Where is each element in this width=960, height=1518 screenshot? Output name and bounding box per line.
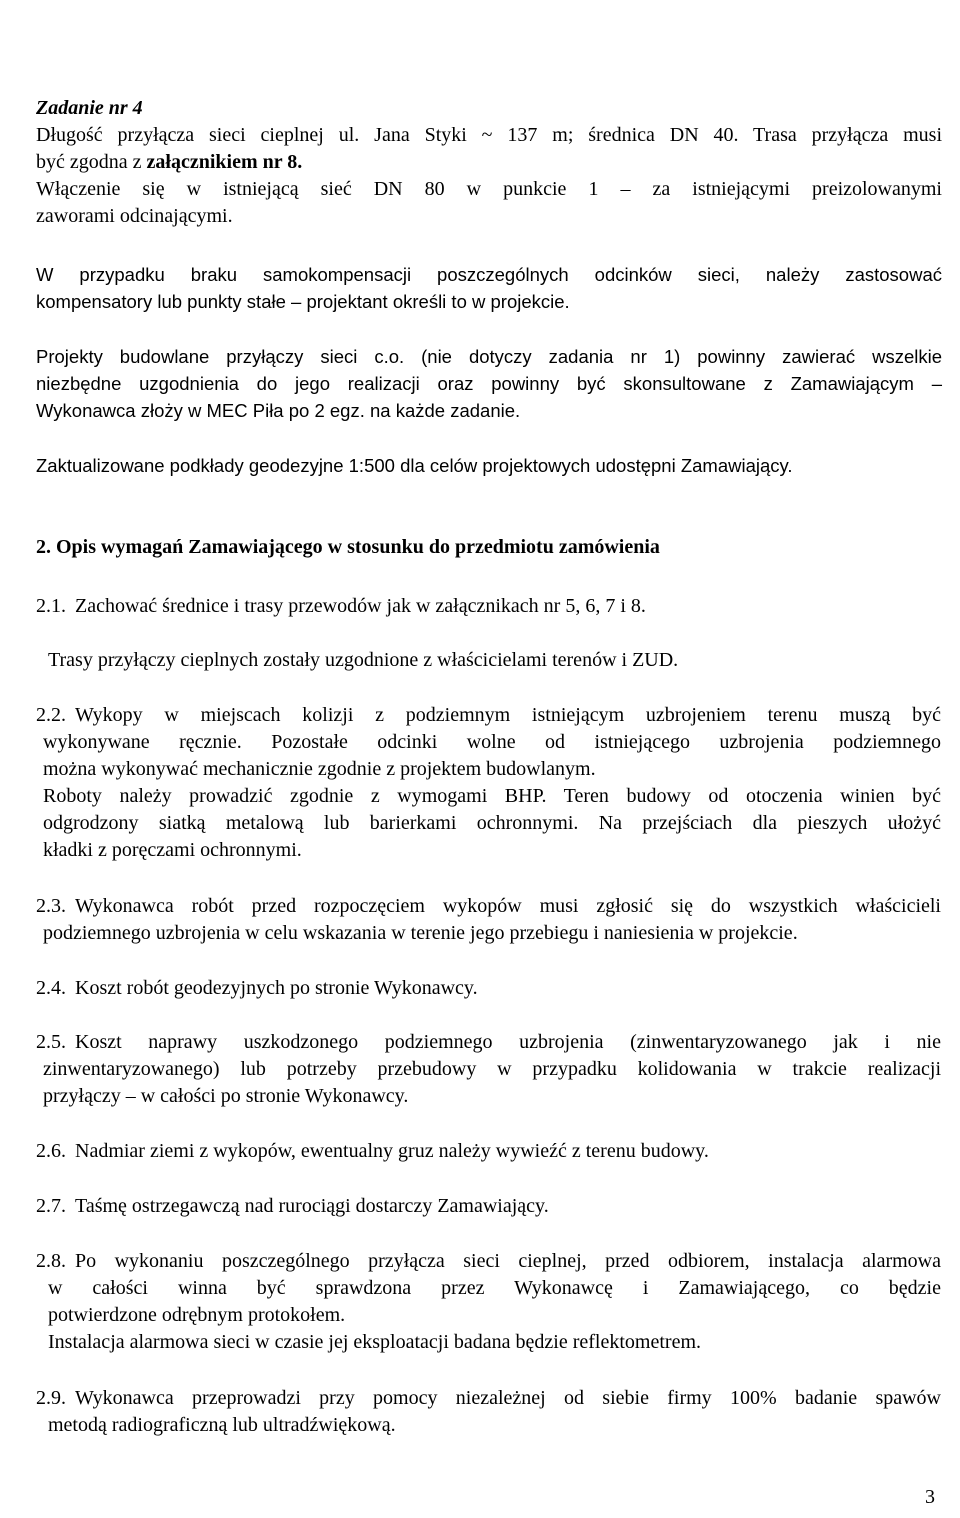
task-title: Zadanie nr 4 bbox=[36, 97, 143, 119]
item-2-8-line-4: Instalacja alarmowa sieci w czasie jej eksploatacji badana będzie reflektometrem. bbox=[48, 1331, 702, 1353]
item-number: 2.4. bbox=[36, 977, 66, 999]
task-line-1: Długość przyłącza sieci cieplnej ul. Jana Styki ~ 137 m; średnica DN 40. Trasa przyłącza musi bbox=[36, 124, 942, 146]
item-2-2-line-3: można wykonywać mechanicznie zgodnie z projektem budowlanym. bbox=[43, 758, 596, 780]
item-2-5-line-1: Koszt naprawy uszkodzonego podziemnego uzbrojenia (zinwentaryzowanego jak i nie bbox=[75, 1031, 941, 1053]
item-number: 2.2. bbox=[36, 704, 66, 726]
item-2-2-line-2: wykonywane ręcznie. Pozostałe odcinki wolne od istniejącego uzbrojenia podziemnego bbox=[43, 731, 941, 753]
section-heading: 2. Opis wymagań Zamawiającego w stosunku do przedmiotu zamówienia bbox=[36, 536, 660, 558]
item-2-8-line-2: w całości winna być sprawdzona przez Wykonawcę i Zamawiającego, co będzie bbox=[48, 1277, 941, 1299]
item-number: 2.1. bbox=[36, 595, 66, 617]
item-2-7-line-1: Taśmę ostrzegawczą nad rurociągi dostarczy Zamawiający. bbox=[75, 1195, 549, 1217]
projects-line-1: Projekty budowlane przyłączy sieci c.o. (nie dotyczy zadania nr 1) powinny zawierać wszelkie bbox=[36, 346, 942, 367]
task-line-4: zaworami odcinającymi. bbox=[36, 205, 233, 227]
item-2-2-line-6: kładki z poręczami ochronnymi. bbox=[43, 839, 302, 861]
item-2-2-line-1: Wykopy w miejscach kolizji z podziemnym istniejącym uzbrojeniem terenu muszą być bbox=[75, 704, 941, 726]
item-number: 2.3. bbox=[36, 895, 66, 917]
item-2-1-line-1: Zachować średnice i trasy przewodów jak w załącznikach nr 5, 6, 7 i 8. bbox=[75, 595, 646, 617]
task-line-2 bbox=[36, 149, 302, 176]
item-2-5-line-3: przyłączy – w całości po stronie Wykonawcy. bbox=[43, 1085, 409, 1107]
item-2-9-line-1: Wykonawca przeprowadzi przy pomocy niezależnej od siebie firmy 100% badanie spawów bbox=[75, 1387, 941, 1409]
item-number: 2.5. bbox=[36, 1031, 66, 1053]
item-number: 2.6. bbox=[36, 1140, 66, 1162]
task-line-2-text: być zgodna z bbox=[36, 151, 147, 173]
item-number: 2.8. bbox=[36, 1250, 66, 1272]
item-number: 2.7. bbox=[36, 1195, 66, 1217]
task-line-3: Włączenie się w istniejącą sieć DN 80 w punkcie 1 – za istniejącymi preizolowanymi bbox=[36, 178, 942, 200]
projects-line-2: niezbędne uzgodnienia do jego realizacji oraz powinny być skonsultowane z Zamawiającym – bbox=[36, 373, 942, 394]
item-2-3-line-1: Wykonawca robót przed rozpoczęciem wykopów musi zgłosić się do wszystkich właścicieli bbox=[75, 895, 941, 917]
item-2-1-line-2: Trasy przyłączy cieplnych zostały uzgodnione z właścicielami terenów i ZUD. bbox=[48, 649, 679, 671]
projects-line-3: Wykonawca złoży w MEC Piła po 2 egz. na każde zadanie. bbox=[36, 400, 521, 421]
geodesy-paragraph: Zaktualizowane podkłady geodezyjne 1:500 dla celów projektowych udostępni Zamawiający. bbox=[36, 455, 793, 476]
item-2-5-line-2: zinwentaryzowanego) lub potrzeby przebudowy w przypadku kolidowania w trakcie realizacji bbox=[43, 1058, 941, 1080]
item-2-8-line-1: Po wykonaniu poszczególnego przyłącza sieci cieplnej, przed odbiorem, instalacja alarmowa bbox=[75, 1250, 941, 1272]
attachment-reference: załącznikiem nr 8. bbox=[146, 151, 303, 173]
page-number: 3 bbox=[925, 1486, 935, 1508]
compensation-line-2: kompensatory lub punkty stałe – projektant określi to w projekcie. bbox=[36, 291, 570, 312]
item-2-2-line-4: Roboty należy prowadzić zgodnie z wymogami BHP. Teren budowy od otoczenia winien być bbox=[43, 785, 941, 807]
item-2-2-line-5: odgrodzony siatką metalową lub barierkami ochronnymi. Na przejściach dla pieszych ułożyć bbox=[43, 812, 941, 834]
item-2-4-line-1: Koszt robót geodezyjnych po stronie Wykonawcy. bbox=[75, 977, 478, 999]
compensation-line-1: W przypadku braku samokompensacji poszczególnych odcinków sieci, należy zastosować bbox=[36, 264, 942, 285]
item-2-8-line-3: potwierdzone odrębnym protokołem. bbox=[48, 1304, 346, 1326]
item-2-6-line-1: Nadmiar ziemi z wykopów, ewentualny gruz należy wywieźć z terenu budowy. bbox=[75, 1140, 709, 1162]
item-2-3-line-2: podziemnego uzbrojenia w celu wskazania w terenie jego przebiegu i naniesienia w projekcie. bbox=[43, 922, 798, 944]
item-2-9-line-2: metodą radiograficzną lub ultradźwiękową. bbox=[48, 1414, 396, 1436]
item-number: 2.9. bbox=[36, 1387, 66, 1409]
